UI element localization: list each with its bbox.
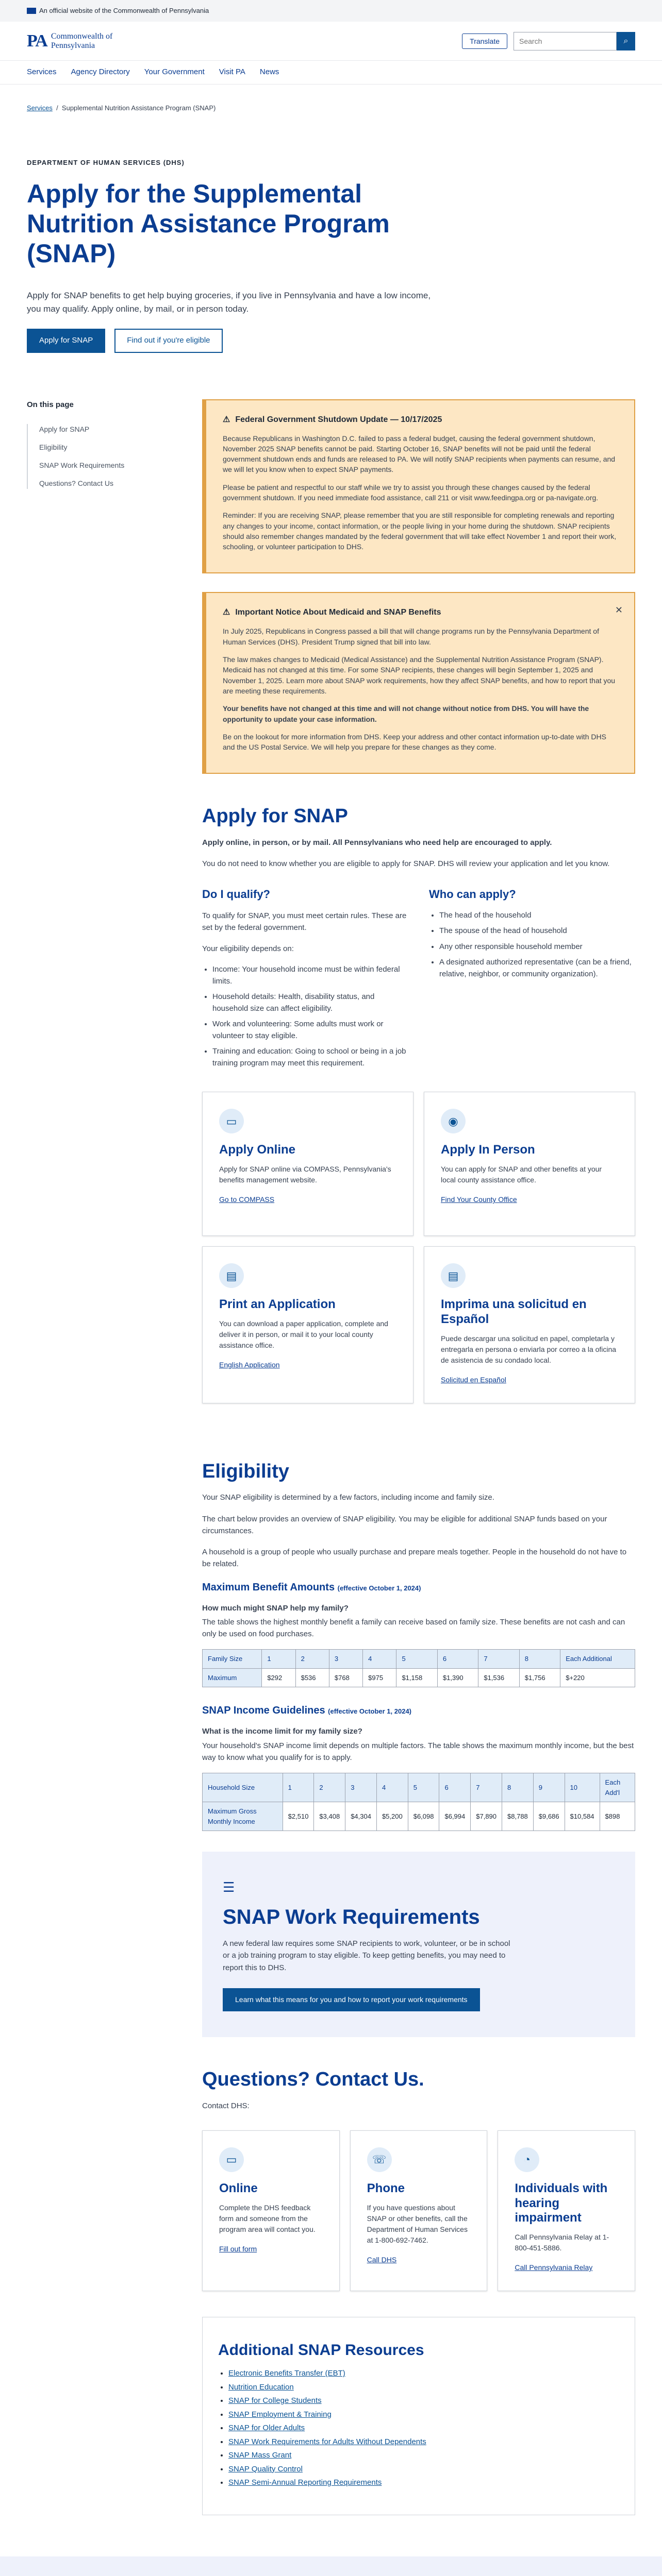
go-to-compass-link[interactable]: Go to COMPASS (219, 1195, 275, 1204)
on-this-page: On this page Apply for SNAP Eligibility SNAP Work Requirements Questions? Contact Us (27, 399, 171, 497)
list-item: • Work and volunteering: Some adults must work or volunteer to stay eligible. (212, 1019, 408, 1042)
table-cell: Each Add'l (600, 1773, 635, 1802)
table-cell: 5 (396, 1650, 437, 1669)
search-icon[interactable]: ⌕ (617, 32, 635, 50)
location-icon: ◉ (441, 1109, 466, 1133)
table-cell: $292 (262, 1668, 295, 1687)
table-cell: 2 (314, 1773, 345, 1802)
list-item: • The head of the household (439, 910, 635, 922)
flag-icon (27, 8, 36, 14)
table-cell: $536 (295, 1668, 329, 1687)
card-apply-in-person: ◉ Apply In Person You can apply for SNAP and other benefits at your local county assistance office. Find Your County Office (424, 1092, 635, 1236)
list-item: • A designated authorized representative (can be a friend, relative, neighbor, or community organization). (439, 957, 635, 980)
table-cell: 7 (478, 1650, 519, 1669)
table-cell: 9 (533, 1773, 565, 1802)
resource-link[interactable]: SNAP Employment & Training (228, 2410, 332, 2419)
resource-link[interactable]: Nutrition Education (228, 2382, 294, 2392)
spanish-application-link[interactable]: Solicitud en Español (441, 1375, 506, 1384)
fill-out-form-link[interactable]: Fill out form (219, 2244, 257, 2253)
find-eligible-button[interactable]: Find out if you're eligible (114, 329, 222, 353)
nav-news[interactable]: News (259, 67, 279, 77)
card-spanish-application: ▤ Imprima una solicitud en Español Puede descargar una solicitud en papel, completarla y entregarla en persona o enviarla por correo a la oficina de asistencia de su condado local. Solicitud en Español (424, 1246, 635, 1403)
table-cell: $1,390 (437, 1668, 478, 1687)
table-cell: $1,536 (478, 1668, 519, 1687)
table-cell: $7,890 (471, 1802, 502, 1831)
list-item: • Household details: Health, disability status, and household size can affect eligibility. (212, 991, 408, 1014)
search-input[interactable] (514, 32, 617, 50)
table-cell: Household Size (203, 1773, 283, 1802)
nav-services[interactable]: Services (27, 67, 57, 77)
table-cell: 10 (565, 1773, 600, 1802)
medicaid-alert: ✕ ⚠ Important Notice About Medicaid and SNAP Benefits In July 2025, Republicans in Congress passed a bill that will change programs run by the Pennsylvania Department of Human Services (DHS). President Trump signed that bill into law. The law makes changes to Medicaid (Medical Assistance) and the Supplemental Nutrition Assistance Program (SNAP). Medicaid has not changed at this time. For some SNAP recipients, these changes will begin September 1, 2025 and November 1, 2025. Learn more about SNAP work requirements, how they affect SNAP benefits, and how to report that you are meeting these requirements. Your benefits have not changed at this time and will not change without notice from DHS. You will have the opportunity to update your case information. Be on the lookout for more information from DHS. Keep your address and other contact information up-to-date with DHS and the US Postal Service. We will help you prepare for these changes as they come. (202, 592, 635, 774)
clipboard-icon: ▤ (441, 1263, 466, 1288)
table-cell: 3 (345, 1773, 377, 1802)
income-guidelines-table (202, 1773, 635, 1831)
ear-icon: ◔ (515, 2147, 539, 2172)
table-cell: 2 (295, 1650, 329, 1669)
resource-link[interactable]: SNAP Mass Grant (228, 2451, 292, 2460)
contact-section: Questions? Contact Us. Contact DHS: ▭ Online Complete the DHS feedback form and someone from the program area will contact you. Fill out form ☏ Phone If you have questions about SNAP or other benefits, call the Department of Human Services at 1-800-692-7462. Call DHS ◔ Individuals with hearing impairment Call Pennsylvania Relay at 1-800-451-5886. Call Pennsylvania Relay (202, 2068, 635, 2291)
table-cell: Family Size (203, 1650, 262, 1669)
list-icon: ☰ (223, 1879, 235, 1895)
main-nav (0, 61, 662, 84)
resource-link[interactable]: SNAP Quality Control (228, 2464, 303, 2473)
table-cell: 1 (283, 1773, 314, 1802)
table-cell: $1,756 (519, 1668, 560, 1687)
eligibility-section: Eligibility Your SNAP eligibility is determined by a few factors, including income and family size. The chart below provides an overview of SNAP eligibility. You may be eligible for additional SNAP funds based on your circumstances. A household is a group of people who usually purchase and prepare meals together. People in the household do not have to be related. Maximum Benefit Amounts (effective October 1, 2024) How much might SNAP help my family? The table shows the highest monthly benefit a family can receive based on family size. These benefits are not cash and can only be used on food purchases. Family Size 1 2 3 4 5 6 7 8 Each Additional Maximum $292 $536 $768 $975 $1,158 $1,390 $1,536 $1,756 $+220 SNAP Income Guidelines (effective October 1, 2024) What is the income limit for my family size? Your household's SNAP income limit depends on multiple factors. The table shows the maximum monthly income, but the best way to know what you qualify for is to apply. Household Size 1 2 3 4 5 6 7 8 9 10 Each Add'l Maximum Gross Monthly Income $2,510 $3,408 $4,304 $5,200 $6,098 $6,994 $7,890 $8,788 $9,686 $10,584 $898 (202, 1460, 635, 1831)
toc-item[interactable]: Eligibility (39, 443, 68, 451)
table-cell: 6 (439, 1773, 471, 1802)
toc-item[interactable]: Questions? Contact Us (39, 479, 113, 487)
contact-card-hearing: ◔ Individuals with hearing impairment Call Pennsylvania Relay at 1-800-451-5886. Call Pennsylvania Relay (498, 2130, 635, 2291)
pa-logo[interactable]: PA Commonwealth of Pennsylvania (27, 31, 113, 50)
resource-link[interactable]: SNAP for Older Adults (228, 2424, 305, 2433)
table-cell: 4 (363, 1650, 396, 1669)
table-cell: $4,304 (345, 1802, 377, 1831)
table-cell: $975 (363, 1668, 396, 1687)
toc-item[interactable]: SNAP Work Requirements (39, 461, 125, 469)
table-cell: 8 (519, 1650, 560, 1669)
work-requirements-button[interactable]: Learn what this means for you and how to report your work requirements (223, 1988, 480, 2011)
list-item: • Income: Your household income must be within federal limits. (212, 964, 408, 987)
dept-label: DEPARTMENT OF HUMAN SERVICES (DHS) (27, 158, 185, 166)
table-cell: Each Additional (560, 1650, 635, 1669)
table-cell: Maximum (203, 1668, 262, 1687)
contact-card-online: ▭ Online Complete the DHS feedback form and someone from the program area will contact you. Fill out form (202, 2130, 340, 2291)
table-cell: Maximum Gross Monthly Income (203, 1802, 283, 1831)
list-item: • Any other responsible household member (439, 941, 635, 953)
table-cell: $9,686 (533, 1802, 565, 1831)
contact-card-phone: ☏ Phone If you have questions about SNAP or other benefits, call the Department of Human Services at 1-800-692-7462. Call DHS (350, 2130, 488, 2291)
breadcrumb-current: Supplemental Nutrition Assistance Program (SNAP) (61, 104, 216, 112)
resource-link[interactable]: SNAP Work Requirements for Adults Without Dependents (228, 2437, 426, 2446)
laptop-icon: ▭ (219, 1109, 244, 1133)
site-header (0, 22, 662, 61)
work-requirements: ☰ SNAP Work Requirements A new federal law requires some SNAP recipients to work, volunteer, or be in school or a job training program to stay eligible. To keep getting benefits, you may need to report this to DHS. Learn what this means for you and how to report your work requirements (202, 1852, 635, 2037)
table-cell: 8 (502, 1773, 534, 1802)
table-cell: $6,098 (408, 1802, 439, 1831)
table-cell: $898 (600, 1802, 635, 1831)
table-cell: $6,994 (439, 1802, 471, 1831)
hero-lead: Apply for SNAP benefits to get help buying groceries, if you live in Pennsylvania and have a low income, you may qualify. Apply online, by mail, or in person today. (27, 291, 431, 314)
table-cell: 6 (437, 1650, 478, 1669)
laptop-icon: ▭ (219, 2147, 244, 2172)
resource-link[interactable]: SNAP Semi-Annual Reporting Requirements (228, 2478, 382, 2487)
toc-item[interactable]: Apply for SNAP (39, 425, 90, 433)
table-cell: 1 (262, 1650, 295, 1669)
apply-snap-button[interactable]: Apply for SNAP (27, 329, 105, 353)
max-benefit-table (202, 1649, 635, 1687)
table-cell: $+220 (560, 1668, 635, 1687)
table-cell: $3,408 (314, 1802, 345, 1831)
nav-your-government[interactable]: Your Government (144, 67, 205, 77)
page-title: Apply for the Supplemental Nutrition Assistance Program (SNAP) (27, 179, 390, 268)
warning-icon: ⚠ (223, 608, 230, 617)
table-cell: 4 (376, 1773, 408, 1802)
close-icon[interactable]: ✕ (615, 605, 623, 616)
table-cell: 3 (329, 1650, 362, 1669)
table-cell: 5 (408, 1773, 439, 1802)
call-dhs-link[interactable]: Call DHS (367, 2255, 397, 2264)
apply-section: Apply for SNAP Apply online, in person, or by mail. All Pennsylvanians who need help are encouraged to apply. You do not need to know whether you are eligible to apply for SNAP. DHS will review your application and let you know. Do I qualify? To qualify for SNAP, you must meet certain rules. These are set by the federal government. Your eligibility depends on: • Income: Your household income must be within federal limits. • Household details: Health, disability status, and household size can affect eligibility. • Work and volunteering: Some adults must work or volunteer to stay eligible. • Training and education: Going to school or being in a job training program may meet this requirement. Who can apply? • The head of the household • The spouse of the head of household • Any other responsible household member • A designated authorized representative (can be a friend, relative, neighbor, or community organization). ▭ Apply Online Apply for SNAP online via COMPASS, Pennsylvania's benefits management website. Go to COMPASS ◉ Apply In Person You can apply for SNAP and other benefits at your local county assistance office. Find Your County Office ▤ Print an Application You can download a paper application, complete and deliver it in person, or mail it to your local county assistance office. English Application ▤ Imprima una solicitud en Español Puede descargar una solicitud en papel, completarla y entregarla en persona o enviarla por correo a la oficina de asistencia de su condado local. Solicitud en Español (202, 805, 635, 1403)
table-cell: $1,158 (396, 1668, 437, 1687)
breadcrumb-services[interactable]: Services (27, 104, 53, 112)
table-cell: 7 (471, 1773, 502, 1802)
list-item: • Training and education: Going to school or being in a job training program may meet this requirement. (212, 1046, 408, 1069)
table-cell: $5,200 (376, 1802, 408, 1831)
warning-icon: ⚠ (223, 415, 230, 424)
translate-button[interactable]: Translate (462, 33, 507, 49)
list-item: • The spouse of the head of household (439, 925, 635, 937)
clipboard-icon: ▤ (219, 1263, 244, 1288)
nav-visit-pa[interactable]: Visit PA (219, 67, 245, 77)
card-print-application: ▤ Print an Application You can download a paper application, complete and deliver it in person, or mail it to your local county assistance office. English Application (202, 1246, 413, 1403)
official-banner: An official website of the Commonwealth of Pennsylvania (0, 0, 662, 22)
resource-link[interactable]: SNAP for College Students (228, 2396, 322, 2405)
english-application-link[interactable]: English Application (219, 1361, 280, 1369)
phone-icon: ☏ (367, 2147, 392, 2172)
breadcrumb: Services / Supplemental Nutrition Assistance Program (SNAP) (27, 104, 216, 112)
table-cell: $10,584 (565, 1802, 600, 1831)
hero (27, 122, 635, 399)
nav-agency-directory[interactable]: Agency Directory (71, 67, 130, 77)
additional-resources: Additional SNAP Resources • Electronic Benefits Transfer (EBT) • Nutrition Education • SNAP for College Students • SNAP Employment & Training • SNAP for Older Adults • SNAP Work Requirements for Adults Without Dependents • SNAP Mass Grant • SNAP Quality Control • SNAP Semi-Annual Reporting Requirements (202, 2317, 635, 2515)
table-cell: $2,510 (283, 1802, 314, 1831)
card-apply-online: ▭ Apply Online Apply for SNAP online via COMPASS, Pennsylvania's benefits management website. Go to COMPASS (202, 1092, 413, 1236)
related-services (0, 2556, 662, 2576)
call-relay-link[interactable]: Call Pennsylvania Relay (515, 2263, 593, 2272)
resource-link[interactable]: Electronic Benefits Transfer (EBT) (228, 2369, 345, 2378)
find-county-office-link[interactable]: Find Your County Office (441, 1195, 517, 1204)
table-cell: $8,788 (502, 1802, 534, 1831)
shutdown-alert: ⚠ Federal Government Shutdown Update — 10/17/2025 Because Republicans in Washington D.C. failed to pass a federal budget, causing the federal government shutdown, November 2025 SNAP benefits cannot be paid. Starting October 16, SNAP benefits will not be paid until the federal government shutdown ends and funds are released to PA. We will notify SNAP recipients when payments can resume, and we will let you know when to expect SNAP payments. Please be patient and respectful to our staff while we try to assist you through these changes caused by the federal government shutdown. If you need immediate food assistance, call 211 or visit www.feedingpa.org or pa-navigate.org. Reminder: If you are receiving SNAP, please remember that you are still responsible for completing renewals and reporting any changes to your income, contact information, or the people living in your home during the shutdown. SNAP recipients should also remember changes mandated by the federal government that will take effect November 1 and report their work, schooling, or volunteer participation to DHS. (202, 399, 635, 574)
table-cell: $768 (329, 1668, 362, 1687)
